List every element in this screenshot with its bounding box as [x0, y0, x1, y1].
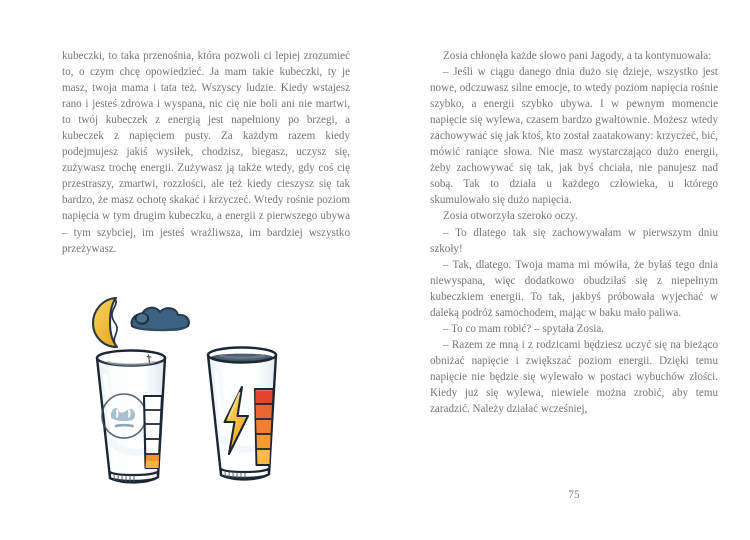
cloud-icon — [132, 308, 189, 331]
paragraph-right-6: – To co mam robić? – spytała Zosia. — [443, 322, 605, 335]
paragraph-right-2: – Jeśli w ciągu danego dnia dużo się dzieje, wszystko jest nowe, odczuwasz silne emocje, to wtedy poziom napięcia rośnie szybko, a energii szybko ubywa. I w pewnym momencie napięcie się wylewa, czasem bardzo gwałtownie. Możesz wtedy zachowywać się jak ktoś, kto został zaatakowany: krzyczeć, bić, mówić raniące słowa. Nie masz wystarczająco dużo energii, żeby zachowywać się tak, jak byś chciała, nie panujesz nad sobą. Tak to działa u każdego człowieka, u którego skumulowało się dużo napięcia. — [430, 66, 718, 207]
moon-icon — [93, 298, 117, 347]
paragraph-right-3: Zosia otworzyła szeroko oczy. — [443, 210, 578, 223]
paragraph-right-4: – To dlatego tak się zachowywałam w pierwszym dniu szkoły! — [430, 226, 718, 255]
two-cups-illustration — [86, 292, 336, 492]
right-text-column — [430, 48, 718, 417]
paragraph-right-1: Zosia chłonęła każde słowo pani Jagody, a ta kontynuowała: — [443, 50, 712, 62]
tension-cup — [208, 348, 276, 480]
paragraph-left-1: kubeczki, to taka przenośnia, która pozwoli ci lepiej zrozumieć to, o czym chcę opowiedzieć. Ja mam takie kubeczki, ty je masz, twoja mama i tata też. Wszyscy ludzie. Kiedy wstajesz rano i jesteś zdrowa i wyspana, nic cię nie boli ani nie martwi, to twój kubeczek z energią jest napełniony po brzegi, a kubeczek z napięciem pusty. Za każdym razem kiedy podejmujesz jakiś wysiłek, chodzisz, biegasz, uczysz się, zużywasz trochę energii. Zużywasz ją także wtedy, gdy coś cię przestraszy, zmartwi, rozzłości, ale też kiedy cieszysz się tak bardzo, że masz ochotę skakać i krzyczeć. Wtedy rośnie poziom napięcia w tym drugim kubeczku, a energii z pierwszego ubywa – tym szybciej, im jesteś wrażliwsza, im bardziej wszystko przeżywasz. — [62, 50, 350, 255]
energy-gauge — [144, 396, 162, 468]
illustration-canvas — [86, 292, 336, 492]
face-mouth — [116, 425, 133, 426]
tension-gauge — [255, 389, 273, 465]
page-number: 75 — [568, 489, 580, 501]
energy-cup — [97, 351, 165, 483]
paragraph-right-7: – Razem ze mną i z rodzicami będziesz uczyć się na bieżąco obniżać napięcie i zwiększać poziom energii. Dzięki temu napięcie nie będzie się wylewało w postaci wybuchów złości. Kiedy już się wylewa, niewiele można zrobić, aby temu zaradzić. Należy działać wcześniej, — [430, 338, 718, 416]
paragraph-right-5: – Tak, dlatego. Twoja mama mi mówiła, że byłaś tego dnia niewyspana, więc dodatkowo obudziłaś się z niepełnym kubeczkiem energii. To tak, jakbyś próbowała wyjechać w daleką podróż samochodem, mając w baku mało paliwa. — [430, 258, 718, 319]
left-text-column — [62, 48, 350, 257]
